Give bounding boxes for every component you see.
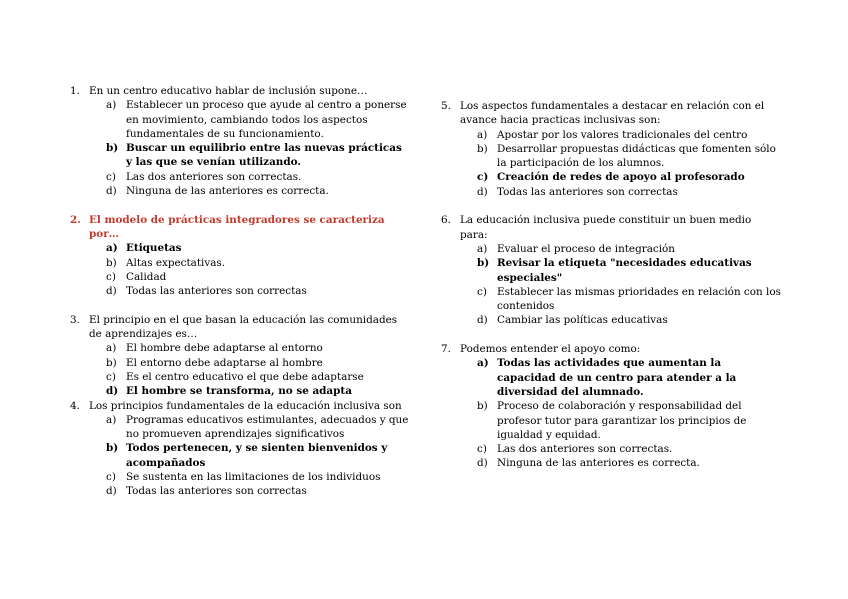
question-text: Podemos entender el apoyo como: — [460, 343, 641, 356]
option-text: Etiquetas — [126, 242, 182, 255]
option-c — [441, 442, 781, 456]
option-b — [441, 142, 781, 171]
spacer — [441, 328, 781, 342]
option-letter: c) — [106, 471, 116, 484]
question-5 — [441, 99, 781, 128]
option-c — [70, 270, 410, 284]
option-a — [441, 356, 781, 399]
option-b — [70, 441, 410, 470]
option-text: Establecer las mismas prioridades en relación con los contenidos — [497, 285, 781, 313]
options-list — [70, 413, 410, 499]
option-text: Todas las anteriores son correctas — [497, 185, 678, 198]
option-text: Es el centro educativo el que debe adaptarse — [126, 370, 364, 383]
option-d — [441, 456, 781, 470]
option-text: Revisar la etiqueta "necesidades educativas especiales" — [497, 257, 752, 284]
option-letter: c) — [477, 171, 489, 184]
question-text: Los principios fundamentales de la educación inclusiva son — [89, 399, 402, 412]
option-a — [70, 98, 410, 141]
option-letter: a) — [477, 242, 488, 255]
option-letter: c) — [477, 285, 487, 298]
option-letter: b) — [106, 442, 119, 455]
option-b — [441, 256, 781, 285]
question-4 — [70, 399, 410, 413]
option-c — [70, 370, 410, 384]
option-text: Proceso de colaboración y responsabilidad del profesor tutor para garantizar los principios de igualdad y equidad. — [497, 400, 747, 441]
left-column — [70, 84, 410, 499]
option-letter: b) — [106, 356, 117, 369]
option-text: Las dos anteriores son correctas. — [126, 170, 302, 183]
question-text: El principio en el que basan la educación las comunidades de aprendizajes es… — [89, 313, 398, 341]
option-text: Altas expectativas. — [126, 256, 226, 269]
option-text: El hombre se transforma, no se adapta — [126, 385, 352, 398]
option-letter: a) — [106, 342, 117, 355]
option-text: Buscar un equilibrio entre las nuevas prácticas y las que se venían utilizando. — [126, 142, 402, 169]
option-letter: c) — [106, 370, 116, 383]
option-text: Todas las anteriores son correctas — [126, 285, 307, 298]
option-letter: d) — [477, 457, 488, 470]
question-number: 3. — [70, 313, 80, 326]
question-3 — [70, 313, 410, 342]
option-letter: d) — [106, 385, 119, 398]
option-letter: a) — [477, 357, 489, 370]
option-d — [441, 313, 781, 327]
option-letter: b) — [477, 400, 488, 413]
options-list — [70, 98, 410, 198]
option-c — [441, 285, 781, 314]
option-c — [70, 170, 410, 184]
option-letter: d) — [106, 285, 117, 298]
option-text: El entorno debe adaptarse al hombre — [126, 356, 323, 369]
option-text: Todos pertenecen, y se sienten bienvenidos y acompañados — [126, 442, 388, 469]
option-d — [441, 185, 781, 199]
question-6 — [441, 213, 781, 242]
option-letter: b) — [477, 142, 488, 155]
option-c — [441, 170, 781, 184]
spacer — [70, 298, 410, 312]
question-2 — [70, 213, 410, 242]
option-letter: a) — [106, 99, 117, 112]
option-text: Las dos anteriores son correctas. — [497, 443, 673, 456]
option-b — [70, 141, 410, 170]
option-letter: b) — [106, 142, 119, 155]
question-text: Los aspectos fundamentales a destacar en relación con el avance hacia practicas inclusivas son: — [460, 100, 765, 127]
option-text: Programas educativos estimulantes, adecuados y que no promueven aprendizajes significativos — [126, 413, 409, 441]
question-1 — [70, 84, 410, 98]
option-a — [441, 128, 781, 142]
question-text: En un centro educativo hablar de inclusión supone… — [89, 85, 368, 97]
spacer — [441, 199, 781, 213]
right-column — [441, 99, 781, 471]
option-d — [70, 484, 410, 498]
question-7 — [441, 342, 781, 356]
option-d — [70, 184, 410, 198]
option-text: Desarrollar propuestas didácticas que fomenten sólo la participación de los alumnos. — [497, 142, 776, 170]
option-a — [441, 242, 781, 256]
spacer — [70, 198, 410, 212]
option-text: Se sustenta en las limitaciones de los individuos — [126, 471, 381, 484]
option-letter: d) — [477, 314, 488, 327]
option-text: El hombre debe adaptarse al entorno — [126, 342, 323, 355]
option-letter: c) — [106, 170, 116, 183]
question-number: 2. — [70, 213, 81, 226]
option-letter: d) — [106, 485, 117, 498]
option-text: Calidad — [126, 270, 167, 283]
question-text: El modelo de prácticas integradores se caracteriza por… — [89, 213, 385, 240]
option-letter: d) — [477, 185, 488, 198]
option-letter: b) — [477, 257, 490, 270]
question-number: 1. — [70, 85, 80, 97]
option-b — [70, 256, 410, 270]
option-c — [70, 470, 410, 484]
options-list — [441, 128, 781, 199]
options-list — [441, 242, 781, 328]
options-list — [70, 241, 410, 298]
option-text: Ninguna de las anteriores es correcta. — [126, 185, 329, 198]
option-d — [70, 384, 410, 398]
options-list — [441, 356, 781, 470]
option-b — [441, 399, 781, 442]
option-letter: a) — [477, 128, 488, 141]
option-text: Evaluar el proceso de integración — [497, 242, 675, 255]
option-b — [70, 356, 410, 370]
option-letter: c) — [477, 443, 487, 456]
question-number: 5. — [441, 100, 451, 112]
option-a — [70, 241, 410, 255]
option-a — [70, 413, 410, 442]
option-text: Todas las anteriores son correctas — [126, 485, 307, 498]
option-text: Apostar por los valores tradicionales del centro — [497, 128, 748, 141]
option-letter: d) — [106, 185, 117, 198]
option-d — [70, 284, 410, 298]
question-number: 7. — [441, 343, 451, 356]
option-letter: b) — [106, 256, 117, 269]
option-text: Cambiar las políticas educativas — [497, 314, 668, 327]
question-number: 4. — [70, 399, 80, 412]
option-letter: c) — [106, 270, 116, 283]
question-text: La educación inclusiva puede constituir un buen medio para: — [460, 214, 752, 241]
option-text: Todas las actividades que aumentan la capacidad de un centro para atender a la diversidad del alumnado. — [497, 357, 737, 398]
option-letter: a) — [106, 242, 118, 255]
question-number: 6. — [441, 214, 451, 227]
option-text: Ninguna de las anteriores es correcta. — [497, 457, 700, 470]
option-text: Establecer un proceso que ayude al centro a ponerse en movimiento, cambiando todos los aspectos fundamentales de su funcionamiento. — [126, 99, 407, 140]
options-list — [70, 341, 410, 398]
option-letter: a) — [106, 413, 117, 426]
option-text: Creación de redes de apoyo al profesorado — [497, 171, 745, 184]
option-a — [70, 341, 410, 355]
